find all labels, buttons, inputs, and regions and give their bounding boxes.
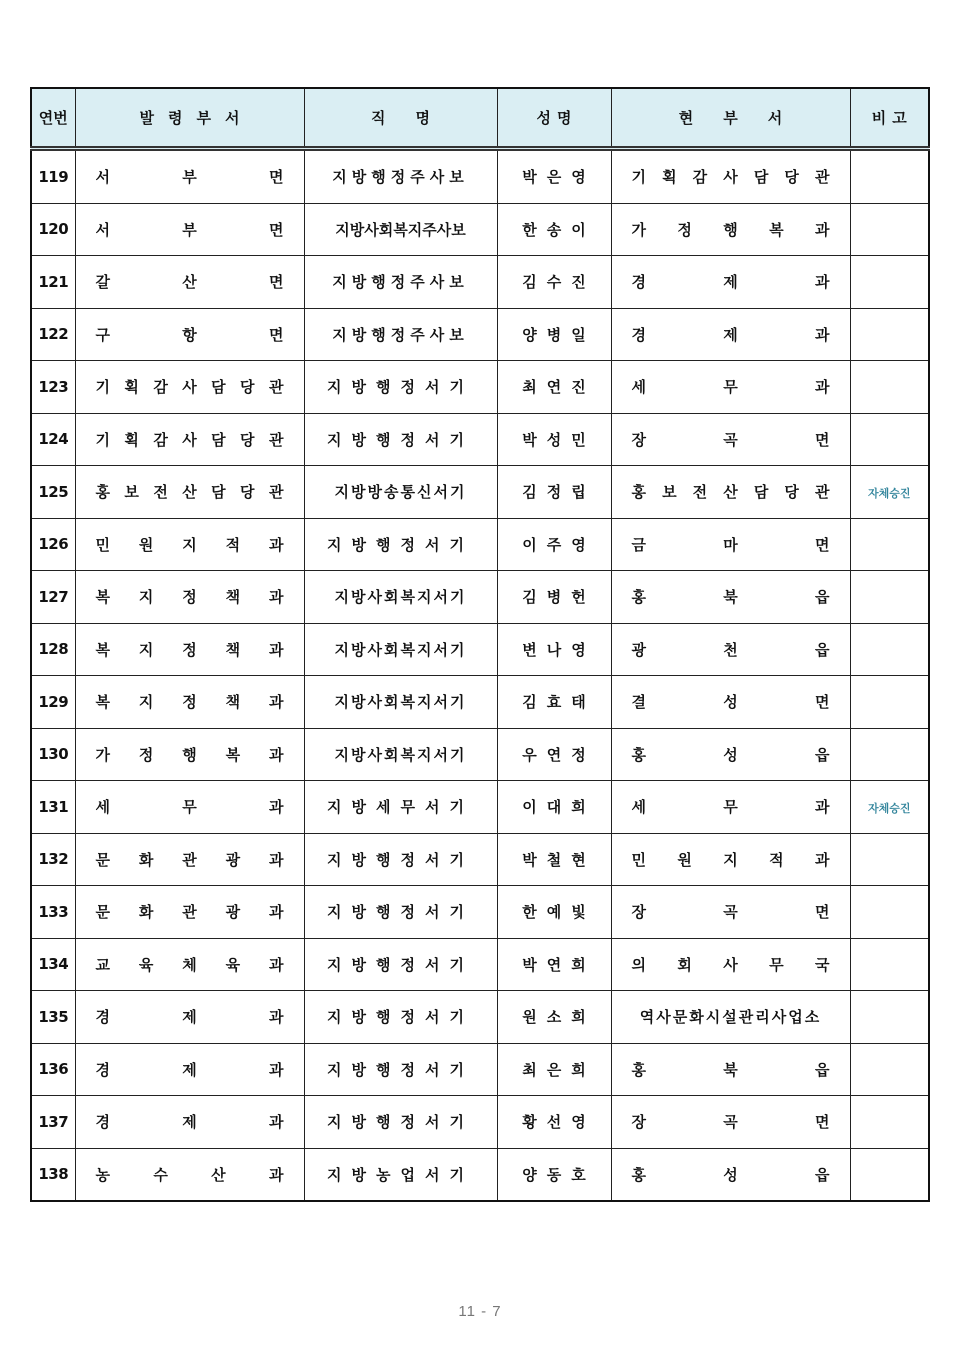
cell-issuing-dept-text: 서 부 면 — [95, 168, 284, 187]
cell-name-text: 한예빛 — [522, 903, 596, 922]
cell-no-text: 134 — [38, 955, 69, 974]
cell-note — [850, 676, 929, 729]
header-name-label: 성명 — [536, 109, 578, 127]
cell-no-text: 133 — [38, 902, 69, 921]
cell-issuing-dept-text: 복 지 정 책 과 — [95, 640, 284, 659]
header-no — [31, 88, 75, 149]
cell-name-text: 최은희 — [522, 1060, 596, 1079]
table-row — [31, 676, 929, 729]
page-number: 11 - 7 — [458, 1303, 502, 1320]
cell-no — [31, 571, 75, 624]
cell-issuing-dept — [75, 676, 304, 729]
cell-note-text: 자체승진 — [867, 486, 911, 500]
table-row — [31, 1096, 929, 1149]
cell-current-dept-text: 장 곡 면 — [631, 430, 830, 449]
cell-name-text: 박철현 — [522, 850, 596, 869]
cell-no-text: 127 — [38, 587, 69, 606]
cell-issuing-dept — [75, 623, 304, 676]
header-name — [497, 88, 611, 149]
cell-issuing-dept-text: 갈 산 면 — [95, 273, 284, 292]
table-header — [31, 88, 929, 149]
cell-rank — [304, 833, 497, 886]
cell-name-text: 박성민 — [522, 430, 596, 449]
cell-issuing-dept — [75, 1148, 304, 1201]
cell-name-text: 김효태 — [522, 693, 596, 712]
cell-current-dept — [611, 256, 850, 309]
cell-issuing-dept — [75, 1043, 304, 1096]
header-issuing-dept — [75, 88, 304, 149]
table-row — [31, 149, 929, 204]
cell-issuing-dept — [75, 203, 304, 256]
cell-no-text: 125 — [38, 482, 69, 501]
cell-issuing-dept — [75, 149, 304, 204]
cell-name — [497, 833, 611, 886]
cell-current-dept-text: 홍 성 읍 — [631, 1165, 830, 1184]
cell-current-dept — [611, 413, 850, 466]
cell-rank-text: 지방사회복지서기 — [334, 588, 467, 607]
cell-issuing-dept-text: 세 무 과 — [95, 798, 284, 817]
cell-issuing-dept — [75, 991, 304, 1044]
cell-rank — [304, 571, 497, 624]
cell-current-dept — [611, 571, 850, 624]
cell-current-dept-text: 광 천 읍 — [631, 640, 830, 659]
cell-rank-text: 지방행정서기 — [327, 1113, 474, 1132]
cell-issuing-dept-text: 기 획 감 사 담 당 관 — [95, 378, 284, 397]
cell-name — [497, 938, 611, 991]
cell-name — [497, 361, 611, 414]
cell-note — [850, 938, 929, 991]
cell-no — [31, 149, 75, 204]
cell-current-dept-text: 금 마 면 — [631, 535, 830, 554]
cell-issuing-dept-text: 문 화 관 광 과 — [95, 850, 284, 869]
cell-current-dept-text: 홍 성 읍 — [631, 745, 830, 764]
header-note — [850, 88, 929, 149]
cell-current-dept — [611, 1043, 850, 1096]
cell-current-dept — [611, 833, 850, 886]
cell-current-dept — [611, 1148, 850, 1201]
cell-rank — [304, 308, 497, 361]
cell-current-dept — [611, 728, 850, 781]
cell-current-dept-text: 경 제 과 — [631, 273, 830, 292]
cell-current-dept-text: 의 회 사 무 국 — [631, 955, 830, 974]
cell-no — [31, 361, 75, 414]
cell-no — [31, 1148, 75, 1201]
table-row — [31, 413, 929, 466]
cell-issuing-dept — [75, 308, 304, 361]
header-current-dept — [611, 88, 850, 149]
cell-issuing-dept — [75, 1096, 304, 1149]
cell-rank — [304, 518, 497, 571]
cell-note — [850, 886, 929, 939]
cell-rank-text: 지방행정서기 — [327, 378, 474, 397]
table-row — [31, 571, 929, 624]
table-row — [31, 1043, 929, 1096]
cell-no-text: 129 — [38, 692, 69, 711]
cell-current-dept — [611, 466, 850, 519]
cell-note — [850, 728, 929, 781]
cell-rank-text: 지방사회복지서기 — [334, 745, 467, 764]
cell-rank — [304, 938, 497, 991]
cell-note — [850, 991, 929, 1044]
cell-name — [497, 991, 611, 1044]
cell-issuing-dept — [75, 361, 304, 414]
cell-no — [31, 308, 75, 361]
cell-issuing-dept — [75, 571, 304, 624]
cell-current-dept — [611, 518, 850, 571]
cell-name — [497, 781, 611, 834]
cell-issuing-dept-text: 가 정 행 복 과 — [95, 745, 284, 764]
cell-no — [31, 466, 75, 519]
cell-issuing-dept-text: 문 화 관 광 과 — [95, 903, 284, 922]
table-row — [31, 361, 929, 414]
cell-no-text: 119 — [38, 167, 69, 186]
cell-name-text: 원소희 — [522, 1008, 596, 1027]
cell-rank — [304, 466, 497, 519]
cell-note — [850, 466, 929, 519]
cell-rank — [304, 256, 497, 309]
cell-rank-text: 지방행정서기 — [327, 1060, 474, 1079]
header-current-dept-label: 현부서 — [678, 109, 813, 127]
cell-current-dept-text: 홍 보 전 산 담 당 관 — [631, 483, 830, 502]
cell-current-dept — [611, 1096, 850, 1149]
cell-note — [850, 1043, 929, 1096]
table-row — [31, 781, 929, 834]
cell-current-dept-text: 세 무 과 — [631, 378, 830, 397]
cell-issuing-dept — [75, 466, 304, 519]
cell-current-dept-text: 홍 북 읍 — [631, 1060, 830, 1079]
cell-name — [497, 1148, 611, 1201]
cell-issuing-dept-text: 복 지 정 책 과 — [95, 588, 284, 607]
cell-note — [850, 623, 929, 676]
personnel-table — [30, 87, 930, 1202]
header-no-label: 연번 — [38, 109, 68, 127]
cell-rank-text: 지방행정서기 — [327, 955, 474, 974]
cell-issuing-dept-text: 구 항 면 — [95, 325, 284, 344]
table-row — [31, 518, 929, 571]
cell-issuing-dept — [75, 781, 304, 834]
cell-no — [31, 256, 75, 309]
cell-no — [31, 886, 75, 939]
table-row — [31, 466, 929, 519]
cell-name-text: 변나영 — [522, 640, 596, 659]
cell-note — [850, 149, 929, 204]
cell-rank-text: 지방행정주사보 — [332, 273, 469, 292]
cell-name-text: 박은영 — [522, 168, 596, 187]
cell-name — [497, 676, 611, 729]
cell-note — [850, 1148, 929, 1201]
table-row — [31, 623, 929, 676]
cell-no-text: 122 — [38, 325, 69, 344]
cell-rank-text: 지방행정서기 — [327, 903, 474, 922]
cell-name — [497, 518, 611, 571]
cell-rank — [304, 1148, 497, 1201]
cell-current-dept — [611, 149, 850, 204]
cell-note — [850, 308, 929, 361]
table-row — [31, 833, 929, 886]
cell-issuing-dept — [75, 256, 304, 309]
cell-issuing-dept-text: 민 원 지 적 과 — [95, 535, 284, 554]
cell-no-text: 124 — [38, 430, 69, 449]
cell-rank-text: 지방사회복지서기 — [334, 693, 467, 712]
cell-note — [850, 571, 929, 624]
cell-rank — [304, 1096, 497, 1149]
cell-rank — [304, 781, 497, 834]
table-row — [31, 938, 929, 991]
cell-no — [31, 1043, 75, 1096]
cell-issuing-dept — [75, 413, 304, 466]
cell-note-text: 자체승진 — [867, 801, 911, 815]
cell-rank-text: 지방농업서기 — [327, 1165, 474, 1184]
cell-issuing-dept — [75, 938, 304, 991]
cell-no — [31, 991, 75, 1044]
cell-note — [850, 833, 929, 886]
cell-name — [497, 1096, 611, 1149]
cell-note — [850, 781, 929, 834]
cell-name-text: 우연정 — [522, 745, 596, 764]
cell-current-dept-text: 기 획 감 사 담 당 관 — [631, 168, 830, 187]
table-row — [31, 728, 929, 781]
cell-current-dept — [611, 623, 850, 676]
cell-current-dept-text: 경 제 과 — [631, 325, 830, 344]
header-issuing-dept-label: 발령부서 — [139, 109, 254, 127]
cell-name-text: 김병헌 — [522, 588, 596, 607]
cell-name — [497, 149, 611, 204]
cell-rank — [304, 203, 497, 256]
cell-no-text: 126 — [38, 535, 69, 554]
cell-no — [31, 518, 75, 571]
cell-issuing-dept-text: 홍 보 전 산 담 당 관 — [95, 483, 284, 502]
cell-note — [850, 1096, 929, 1149]
cell-issuing-dept-text: 복 지 정 책 과 — [95, 693, 284, 712]
cell-name-text: 이대희 — [522, 798, 596, 817]
cell-rank-text: 지방행정주사보 — [332, 325, 469, 344]
header-rank — [304, 88, 497, 149]
cell-no-text: 128 — [38, 640, 69, 659]
cell-no — [31, 676, 75, 729]
cell-current-dept-text: 역사문화시설관리사업소 — [639, 1008, 822, 1027]
cell-issuing-dept-text: 경 제 과 — [95, 1060, 284, 1079]
cell-name-text: 한송이 — [522, 220, 596, 239]
cell-note — [850, 203, 929, 256]
cell-rank-text: 지방행정주사보 — [332, 168, 469, 187]
cell-issuing-dept — [75, 886, 304, 939]
cell-name-text: 양동호 — [522, 1165, 596, 1184]
cell-current-dept — [611, 361, 850, 414]
cell-current-dept — [611, 308, 850, 361]
table-row — [31, 886, 929, 939]
cell-no — [31, 1096, 75, 1149]
cell-current-dept — [611, 886, 850, 939]
cell-current-dept-text: 세 무 과 — [631, 798, 830, 817]
cell-issuing-dept-text: 기 획 감 사 담 당 관 — [95, 430, 284, 449]
cell-no-text: 138 — [38, 1165, 69, 1184]
cell-current-dept-text: 홍 북 읍 — [631, 588, 830, 607]
cell-name-text: 최연진 — [522, 378, 596, 397]
cell-rank-text: 지방행정서기 — [327, 1008, 474, 1027]
cell-current-dept — [611, 676, 850, 729]
cell-name — [497, 571, 611, 624]
table-row — [31, 1148, 929, 1201]
cell-rank — [304, 886, 497, 939]
cell-rank — [304, 1043, 497, 1096]
cell-note — [850, 518, 929, 571]
cell-no-text: 137 — [38, 1112, 69, 1131]
cell-note — [850, 256, 929, 309]
cell-name — [497, 256, 611, 309]
cell-current-dept — [611, 938, 850, 991]
cell-rank — [304, 728, 497, 781]
table-row — [31, 256, 929, 309]
table-body — [31, 149, 929, 1202]
cell-current-dept-text: 장 곡 면 — [631, 1113, 830, 1132]
cell-name-text: 김수진 — [522, 273, 596, 292]
table-row — [31, 203, 929, 256]
cell-name-text: 황선영 — [522, 1113, 596, 1132]
cell-current-dept — [611, 781, 850, 834]
cell-issuing-dept-text: 교 육 체 육 과 — [95, 955, 284, 974]
cell-issuing-dept-text: 서 부 면 — [95, 220, 284, 239]
cell-current-dept — [611, 203, 850, 256]
cell-name — [497, 1043, 611, 1096]
cell-no — [31, 728, 75, 781]
cell-note — [850, 413, 929, 466]
cell-name — [497, 728, 611, 781]
cell-issuing-dept-text: 농 수 산 과 — [95, 1165, 284, 1184]
cell-no-text: 130 — [38, 745, 69, 764]
cell-no-text: 131 — [38, 797, 69, 816]
cell-no — [31, 413, 75, 466]
cell-no — [31, 938, 75, 991]
cell-no-text: 136 — [38, 1060, 69, 1079]
cell-rank-text: 지방사회복지주사보 — [335, 220, 466, 239]
cell-issuing-dept-text: 경 제 과 — [95, 1113, 284, 1132]
cell-name — [497, 413, 611, 466]
table-row — [31, 991, 929, 1044]
cell-issuing-dept — [75, 728, 304, 781]
cell-name — [497, 203, 611, 256]
cell-name — [497, 308, 611, 361]
cell-rank-text: 지방행정서기 — [327, 850, 474, 869]
cell-name — [497, 623, 611, 676]
cell-current-dept-text: 장 곡 면 — [631, 903, 830, 922]
cell-rank — [304, 676, 497, 729]
cell-no — [31, 833, 75, 886]
cell-rank — [304, 991, 497, 1044]
cell-name-text: 양병일 — [522, 325, 596, 344]
cell-no-text: 120 — [38, 220, 69, 239]
cell-no — [31, 203, 75, 256]
cell-name-text: 박연희 — [522, 955, 596, 974]
cell-current-dept — [611, 991, 850, 1044]
cell-no — [31, 623, 75, 676]
cell-rank — [304, 361, 497, 414]
header-rank-label: 직명 — [371, 109, 460, 127]
cell-no-text: 123 — [38, 377, 69, 396]
cell-rank-text: 지방사회복지서기 — [334, 640, 467, 659]
cell-issuing-dept — [75, 518, 304, 571]
header-note-label: 비고 — [871, 109, 913, 127]
cell-name-text: 김정립 — [522, 483, 596, 502]
cell-rank-text: 지방방송통신서기 — [334, 483, 467, 502]
cell-current-dept-text: 민 원 지 적 과 — [631, 850, 830, 869]
cell-note — [850, 361, 929, 414]
cell-rank-text: 지방행정서기 — [327, 535, 474, 554]
table-row — [31, 308, 929, 361]
cell-rank — [304, 149, 497, 204]
cell-rank-text: 지방세무서기 — [327, 798, 474, 817]
cell-name — [497, 886, 611, 939]
cell-issuing-dept — [75, 833, 304, 886]
cell-rank — [304, 413, 497, 466]
cell-current-dept-text: 결 성 면 — [631, 693, 830, 712]
cell-no — [31, 781, 75, 834]
cell-no-text: 121 — [38, 272, 69, 291]
cell-issuing-dept-text: 경 제 과 — [95, 1008, 284, 1027]
cell-no-text: 132 — [38, 850, 69, 869]
cell-rank — [304, 623, 497, 676]
cell-no-text: 135 — [38, 1007, 69, 1026]
cell-name-text: 이주영 — [522, 535, 596, 554]
cell-rank-text: 지방행정서기 — [327, 430, 474, 449]
cell-current-dept-text: 가 정 행 복 과 — [631, 220, 830, 239]
cell-name — [497, 466, 611, 519]
